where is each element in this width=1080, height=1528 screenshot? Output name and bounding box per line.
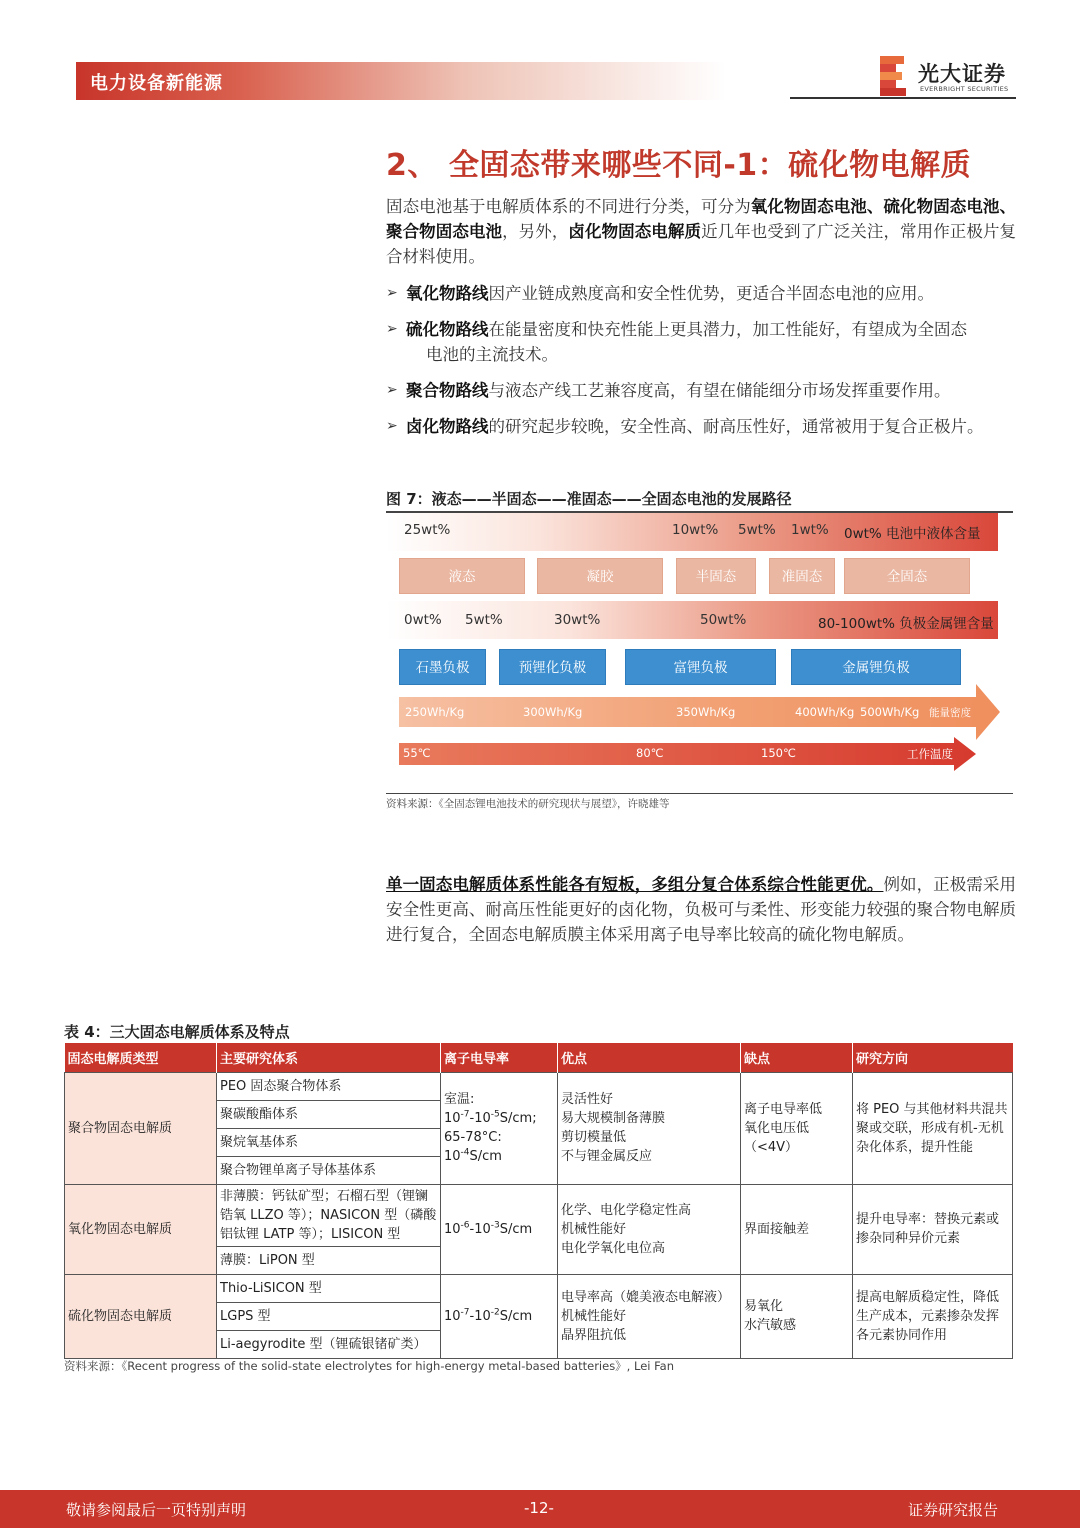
intro-text-2: ，另外，: [502, 222, 569, 241]
energy-label: 350Wh/Kg: [676, 705, 736, 719]
table-header-row: [65, 1043, 1013, 1072]
direction-cell: 提升电导率：替换元素或掺杂同种异价元素: [853, 1184, 1013, 1274]
bullet-bold: 卤化物路线: [406, 417, 489, 436]
anode-box-lithium-metal: 金属锂负极: [791, 649, 961, 685]
intro-bold-1: 氧化物固态电池、硫化物固态电池、聚合物固态电池: [386, 197, 1017, 241]
system-cell: 薄膜：LiPON 型: [217, 1246, 441, 1274]
state-box-gel: 凝胶: [537, 558, 663, 594]
footer-page-number: -12-: [524, 1499, 554, 1517]
table-source: 资料来源：《Recent progress of the solid-state electrolytes for high-energy metal-based batteries》, Lei Fan: [64, 1359, 675, 1373]
liquid-label: 0wt% 电池中液体含量: [844, 526, 981, 542]
system-cell: 聚合物锂单离子导体基体系: [217, 1156, 441, 1184]
composite-paragraph: [386, 872, 1016, 947]
everbright-logo-mark-icon: [878, 56, 908, 96]
metal-label: 80-100wt% 负极金属锂含量: [818, 616, 994, 632]
anode-box-lithium-rich: 富锂负极: [625, 649, 776, 685]
bullet-oxide: [386, 281, 1016, 306]
header-rule: [790, 97, 1016, 99]
bullet-polymer: [386, 378, 1016, 403]
state-box-semi-solid: 半固态: [676, 558, 756, 594]
logo-chinese-name: 光大证券: [918, 62, 1006, 86]
metal-label: 0wt%: [404, 612, 442, 628]
bullet-arrow-icon: ➢: [386, 285, 398, 301]
table-row: [65, 1072, 1013, 1100]
table-header-cell: 优点: [558, 1043, 741, 1072]
intro-text-1: 固态电池基于电解质体系的不同进行分类，可分为: [386, 197, 751, 216]
cons-cell: 离子电导率低 氧化电压低（<4V）: [741, 1072, 853, 1184]
direction-cell: 提高电解质稳定性，降低生产成本，元素掺杂发挥各元素协同作用: [853, 1274, 1013, 1358]
logo-english-name: EVERBRIGHT SECURITIES: [920, 85, 1009, 93]
liquid-label: 5wt%: [738, 522, 776, 538]
bullet-arrow-icon: ➢: [386, 382, 398, 398]
bullet-continuation: 电池的主流技术。: [426, 345, 558, 364]
temperature-arrow: [399, 737, 976, 771]
system-cell: LGPS 型: [217, 1302, 441, 1330]
temp-label: 150℃: [761, 746, 796, 760]
bullet-bold: 聚合物路线: [406, 381, 489, 400]
bullet-bold: 氧化物路线: [406, 284, 489, 303]
conductivity-cell: $10^{-7}-10^{-2}S/cm$: [441, 1274, 558, 1358]
pros-cell: 灵活性好 易大规模制备薄膜 剪切模量低 不与锂金属反应: [558, 1072, 741, 1184]
energy-axis-label: 能量密度: [929, 707, 971, 719]
composite-bold: 单一固态电解质体系性能各有短板，多组分复合体系综合性能更优。: [386, 875, 884, 894]
energy-label: 300Wh/Kg: [523, 705, 583, 719]
system-cell: Thio-LiSICON 型: [217, 1274, 441, 1302]
header-section-label: 电力设备新能源: [90, 73, 223, 94]
metal-label: 30wt%: [554, 612, 601, 628]
table-header-cell: 主要研究体系: [217, 1043, 441, 1072]
system-cell: 聚烷氧基体系: [217, 1128, 441, 1156]
temp-label: 80℃: [636, 746, 664, 760]
type-cell: 氧化物固态电解质: [65, 1184, 217, 1274]
table-header-cell: 研究方向: [853, 1043, 1013, 1072]
intro-paragraph: [386, 194, 1016, 269]
table-row: [65, 1274, 1013, 1302]
liquid-label: 1wt%: [791, 522, 829, 538]
anode-box-graphite: 石墨负极: [399, 649, 486, 685]
composite-text: 例如，正极需采用安全性更高、耐高压性能更好的卤化物，负极可与柔性、形变能力较强的聚合物电解质进行复合，全固态电解质膜主体采用离子电导率比较高的硫化物电解质。: [386, 875, 1017, 944]
type-cell: 聚合物固态电解质: [65, 1072, 217, 1184]
footer-report-type: 证券研究报告: [908, 1501, 999, 1519]
system-cell: 非薄膜：钙钛矿型；石榴石型（锂镧锆氧 LLZO 等）；NASICON 型（磷酸铝钛锂 LATP 等）；LISICON 型: [217, 1184, 441, 1246]
figure-source: 资料来源：《全固态锂电池技术的研究现状与展望》，许晓雄等: [386, 798, 670, 810]
pros-cell: 化学、电化学稳定性高 机械性能好 电化学氧化电位高: [558, 1184, 741, 1274]
temp-label: 55℃: [403, 746, 431, 760]
intro-bold-2: 卤化物固态电解质: [568, 222, 702, 241]
state-box-liquid: 液态: [399, 558, 525, 594]
bullet-text: 与液态产线工艺兼容度高，有望在储能细分市场发挥重要作用。: [488, 381, 951, 400]
bullet-text: 在能量密度和快充性能上更具潜力，加工性能好，有望成为全固态: [488, 320, 967, 339]
temp-axis-label: 工作温度: [907, 747, 953, 761]
system-cell: 聚碳酸酯体系: [217, 1100, 441, 1128]
state-box-quasi-solid: 准固态: [769, 558, 835, 594]
pros-cell: 电导率高（媲美液态电解液） 机械性能好 晶界阻抗低: [558, 1274, 741, 1358]
bullet-arrow-icon: ➢: [386, 418, 398, 434]
bullet-text: 的研究起步较晚，安全性高、耐高压性好，通常被用于复合正极片。: [488, 417, 984, 436]
cons-cell: 界面接触差: [741, 1184, 853, 1274]
intro-text-3: 近几年也受到了广泛关注，常用作正极片复合材料使用。: [386, 222, 1017, 266]
conductivity-cell: 室温: $10^{-7}-10^{-5}S/cm$; 65-78°C: $10^{-4}S/cm$: [441, 1072, 558, 1184]
system-cell: Li-aegyrodite 型（锂硫银锗矿类）: [217, 1330, 441, 1358]
table-header-cell: 固态电解质类型: [65, 1043, 217, 1072]
energy-label: 250Wh/Kg: [405, 705, 465, 719]
liquid-label: 10wt%: [672, 522, 719, 538]
page-footer: [0, 1490, 1080, 1528]
header-section-band: [76, 62, 726, 100]
energy-label: 400Wh/Kg: [795, 705, 855, 719]
bullet-halide: [386, 414, 1016, 439]
anode-box-prelithiated: 预锂化负极: [499, 649, 606, 685]
metal-label: 5wt%: [465, 612, 503, 628]
table-row: [65, 1184, 1013, 1246]
electrolyte-table: [64, 1043, 1013, 1359]
state-box-all-solid: 全固态: [844, 558, 970, 594]
figure-bottom-rule: [386, 793, 1013, 794]
type-cell: 硫化物固态电解质: [65, 1274, 217, 1358]
figure-title: 图 7：液态——半固态——准固态——全固态电池的发展路径: [386, 490, 792, 508]
footer-disclaimer: 敬请参阅最后一页特别声明: [66, 1501, 247, 1519]
development-path-diagram: [386, 513, 1013, 791]
bullet-arrow-icon: ➢: [386, 321, 398, 337]
bullet-bold: 硫化物路线: [406, 320, 489, 339]
conductivity-cell: $10^{-6}-10^{-3}S/cm$: [441, 1184, 558, 1274]
bullet-text: 因产业链成熟度高和安全性优势，更适合半固态电池的应用。: [488, 284, 934, 303]
cons-cell: 易氧化 水汽敏感: [741, 1274, 853, 1358]
table-header-cell: 缺点: [741, 1043, 853, 1072]
section-title: 2、 全固态带来哪些不同-1：硫化物电解质: [386, 148, 972, 183]
energy-label: 500Wh/Kg: [860, 705, 920, 719]
everbright-logo: [876, 56, 1016, 96]
table-header-cell: 离子电导率: [441, 1043, 558, 1072]
direction-cell: 将 PEO 与其他材料共混共聚或交联，形成有机-无机杂化体系，提升性能: [853, 1072, 1013, 1184]
metal-label: 50wt%: [700, 612, 747, 628]
system-cell: PEO 固态聚合物体系: [217, 1072, 441, 1100]
bullet-sulfide: [386, 317, 1016, 367]
liquid-label: 25wt%: [404, 522, 451, 538]
table-title: 表 4：三大固态电解质体系及特点: [64, 1023, 290, 1041]
